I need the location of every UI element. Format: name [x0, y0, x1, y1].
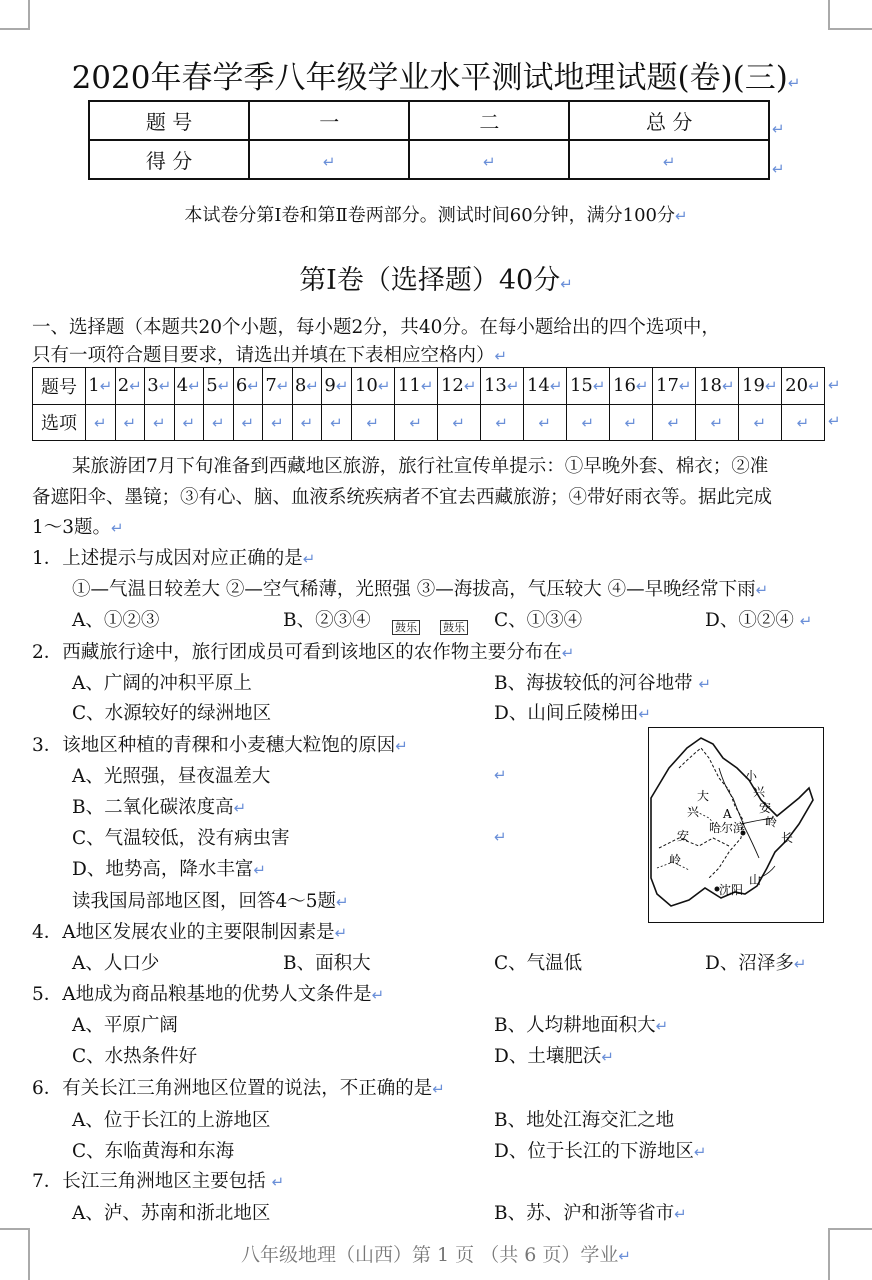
option[interactable]: B、二氧化碳浓度高↵: [72, 797, 247, 818]
map-label: 兴: [753, 785, 766, 799]
answer-input-cell[interactable]: ↵: [394, 404, 437, 441]
page-title: 2020年春学季八年级学业水平测试地理试题(卷)(三)↵: [71, 60, 801, 96]
question-number-cell: 8↵: [292, 368, 322, 405]
question-stem: 3．该地区种植的青稞和小麦穗大粒饱的原因↵: [32, 735, 408, 756]
return-mark: ↵: [494, 766, 507, 784]
crop-mark: [0, 1228, 30, 1230]
question-number-cell: 10↵: [351, 368, 394, 405]
map-label: 哈尔滨: [709, 821, 746, 835]
return-mark: ↵: [772, 120, 785, 138]
question-number-cell: 2↵: [115, 368, 145, 405]
question-number-cell: 5↵: [204, 368, 234, 405]
question-number-cell: 1↵: [86, 368, 116, 405]
question-number-cell: 11↵: [394, 368, 437, 405]
map-drawing: [649, 728, 823, 922]
section-heading: 一、选择题（本题共20个小题，每小题2分，共40分。在每小题给出的四个选项中，: [32, 317, 720, 338]
option[interactable]: A、位于长江的上游地区: [72, 1110, 271, 1131]
option[interactable]: C、水热条件好: [72, 1046, 198, 1067]
question-number-cell: 17↵: [652, 368, 695, 405]
return-mark: ↵: [494, 828, 507, 846]
option[interactable]: D、位于长江的下游地区↵: [494, 1141, 707, 1162]
answer-input-cell[interactable]: ↵: [86, 404, 116, 441]
question-number-cell: 16↵: [609, 368, 652, 405]
map-label: 长: [781, 831, 794, 845]
answer-input-cell[interactable]: ↵: [292, 404, 322, 441]
answer-input-cell[interactable]: ↵: [695, 404, 738, 441]
part-title: 第Ⅰ卷（选择题）40分↵: [299, 265, 573, 296]
option[interactable]: A、①②③: [72, 610, 160, 631]
question-stem: 5．A地成为商品粮基地的优势人文条件是↵: [32, 984, 385, 1005]
answer-input-cell[interactable]: ↵: [437, 404, 480, 441]
map-label: 小: [745, 769, 758, 783]
option[interactable]: B、海拔较低的河谷地带 ↵: [494, 673, 712, 694]
question-number-cell: 6↵: [233, 368, 263, 405]
map-prompt: 读我国局部地区图，回答4～5题↵: [72, 891, 349, 912]
option[interactable]: D、地势高，降水丰富↵: [72, 859, 266, 880]
question-stem: 4．A地区发展农业的主要限制因素是↵: [32, 922, 348, 943]
option[interactable]: D、山间丘陵梯田↵: [494, 703, 651, 724]
question-number-cell: 12↵: [437, 368, 480, 405]
option[interactable]: B、地处江海交汇之地: [494, 1110, 675, 1131]
crop-mark: [28, 0, 30, 30]
option[interactable]: C、①③④: [494, 610, 583, 631]
stamp-mark: 鼓乐: [392, 620, 420, 635]
option[interactable]: A、平原广阔: [72, 1015, 178, 1036]
map-label: 山: [749, 873, 762, 887]
map-label: 岭: [669, 853, 682, 867]
answer-row-label: 选项: [33, 404, 86, 441]
option[interactable]: A、泸、苏南和浙北地区: [72, 1203, 271, 1224]
answer-input-cell[interactable]: ↵: [351, 404, 394, 441]
map-label: 安: [759, 801, 772, 815]
question-stem: 2．西藏旅行途中，旅行团成员可看到该地区的农作物主要分布在↵: [32, 642, 575, 663]
answer-input-cell[interactable]: ↵: [523, 404, 566, 441]
map-label: 安: [677, 829, 690, 843]
score-header-cell: 一: [249, 101, 409, 140]
question-stem: 7．长江三角洲地区主要包括 ↵: [32, 1171, 285, 1192]
answer-input-cell[interactable]: ↵: [263, 404, 293, 441]
answer-input-cell[interactable]: ↵: [322, 404, 352, 441]
question-number-cell: 9↵: [322, 368, 352, 405]
answer-row-label: 题号: [33, 368, 86, 405]
regional-map: [648, 727, 824, 923]
option[interactable]: C、气温较低，没有病虫害: [72, 828, 290, 849]
page-footer: 八年级地理（山西）第 1 页 （共 6 页）学业↵: [241, 1244, 631, 1266]
question-number-cell: 4↵: [174, 368, 204, 405]
option[interactable]: D、土壤肥沃↵: [494, 1046, 614, 1067]
answer-input-cell[interactable]: ↵: [781, 404, 824, 441]
score-table: [88, 100, 770, 180]
intro-text: 备遮阳伞、墨镜；③有心、脑、血液系统疾病者不宜去西藏旅游；④带好雨衣等。据此完成: [32, 487, 773, 508]
question-number-cell: 18↵: [695, 368, 738, 405]
score-header-cell: 二: [409, 101, 569, 140]
question-number-cell: 7↵: [263, 368, 293, 405]
map-label: 大: [697, 789, 710, 803]
answer-input-cell[interactable]: ↵: [233, 404, 263, 441]
option[interactable]: C、水源较好的绿洲地区: [72, 703, 272, 724]
option[interactable]: B、②③④: [283, 610, 371, 631]
option[interactable]: A、光照强，昼夜温差大: [72, 766, 271, 787]
option[interactable]: B、人均耕地面积大↵: [494, 1015, 669, 1036]
score-input-cell[interactable]: ↵: [249, 140, 409, 179]
crop-mark: [828, 28, 872, 30]
option[interactable]: A、人口少: [72, 953, 160, 974]
score-header-cell: 题 号: [89, 101, 249, 140]
question-number-cell: 20↵: [781, 368, 824, 405]
answer-input-cell[interactable]: ↵: [738, 404, 781, 441]
exam-note: 本试卷分第Ⅰ卷和第Ⅱ卷两部分。测试时间60分钟，满分100分↵: [184, 205, 688, 226]
return-mark: ↵: [828, 412, 841, 430]
answer-input-cell[interactable]: ↵: [480, 404, 523, 441]
intro-text: 1～3题。↵: [32, 517, 124, 538]
score-row-label: 得 分: [89, 140, 249, 179]
question-number-cell: 15↵: [566, 368, 609, 405]
crop-mark: [0, 28, 30, 30]
question-extra: ①—气温日较差大 ②—空气稀薄，光照强 ③—海拔高，气压较大 ④—早晚经常下雨↵: [72, 579, 769, 600]
question-number-cell: 13↵: [480, 368, 523, 405]
answer-input-cell[interactable]: ↵: [204, 404, 234, 441]
map-label: A: [723, 807, 732, 821]
crop-mark: [828, 0, 830, 30]
question-number-cell: 14↵: [523, 368, 566, 405]
score-input-cell[interactable]: ↵: [569, 140, 769, 179]
option[interactable]: A、广阔的冲积平原上: [72, 673, 252, 694]
map-label: 岭: [765, 815, 778, 829]
answer-input-cell[interactable]: ↵: [566, 404, 609, 441]
map-label: 兴: [687, 805, 700, 819]
return-mark: ↵: [772, 160, 785, 178]
question-number-cell: 19↵: [738, 368, 781, 405]
section-heading: 只有一项符合题目要求，请选出并填在下表相应空格内）↵: [32, 345, 508, 366]
option[interactable]: C、东临黄海和东海: [72, 1141, 235, 1162]
intro-text: 某旅游团7月下旬准备到西藏地区旅游，旅行社宣传单提示：①早晚外套、棉衣；②准: [72, 456, 769, 477]
question-stem: 1．上述提示与成因对应正确的是↵: [32, 548, 316, 569]
crop-mark: [828, 1228, 872, 1230]
answer-input-cell[interactable]: ↵: [174, 404, 204, 441]
option[interactable]: D、①②④ ↵: [705, 610, 813, 631]
answer-input-cell[interactable]: ↵: [609, 404, 652, 441]
score-header-cell: 总 分: [569, 101, 769, 140]
question-number-cell: 3↵: [145, 368, 175, 405]
return-mark: ↵: [828, 376, 841, 394]
answer-table: [32, 367, 825, 441]
answer-input-cell[interactable]: ↵: [145, 404, 175, 441]
score-input-cell[interactable]: ↵: [409, 140, 569, 179]
option[interactable]: B、面积大: [283, 953, 371, 974]
option[interactable]: B、苏、沪和浙等省市↵: [494, 1203, 687, 1224]
answer-input-cell[interactable]: ↵: [115, 404, 145, 441]
question-stem: 6．有关长江三角洲地区位置的说法，不正确的是↵: [32, 1078, 445, 1099]
option[interactable]: D、沼泽多↵: [705, 953, 807, 974]
answer-input-cell[interactable]: ↵: [652, 404, 695, 441]
stamp-mark: 鼓乐: [440, 620, 468, 635]
map-label: 沈阳: [719, 883, 744, 897]
option[interactable]: C、气温低: [494, 953, 583, 974]
